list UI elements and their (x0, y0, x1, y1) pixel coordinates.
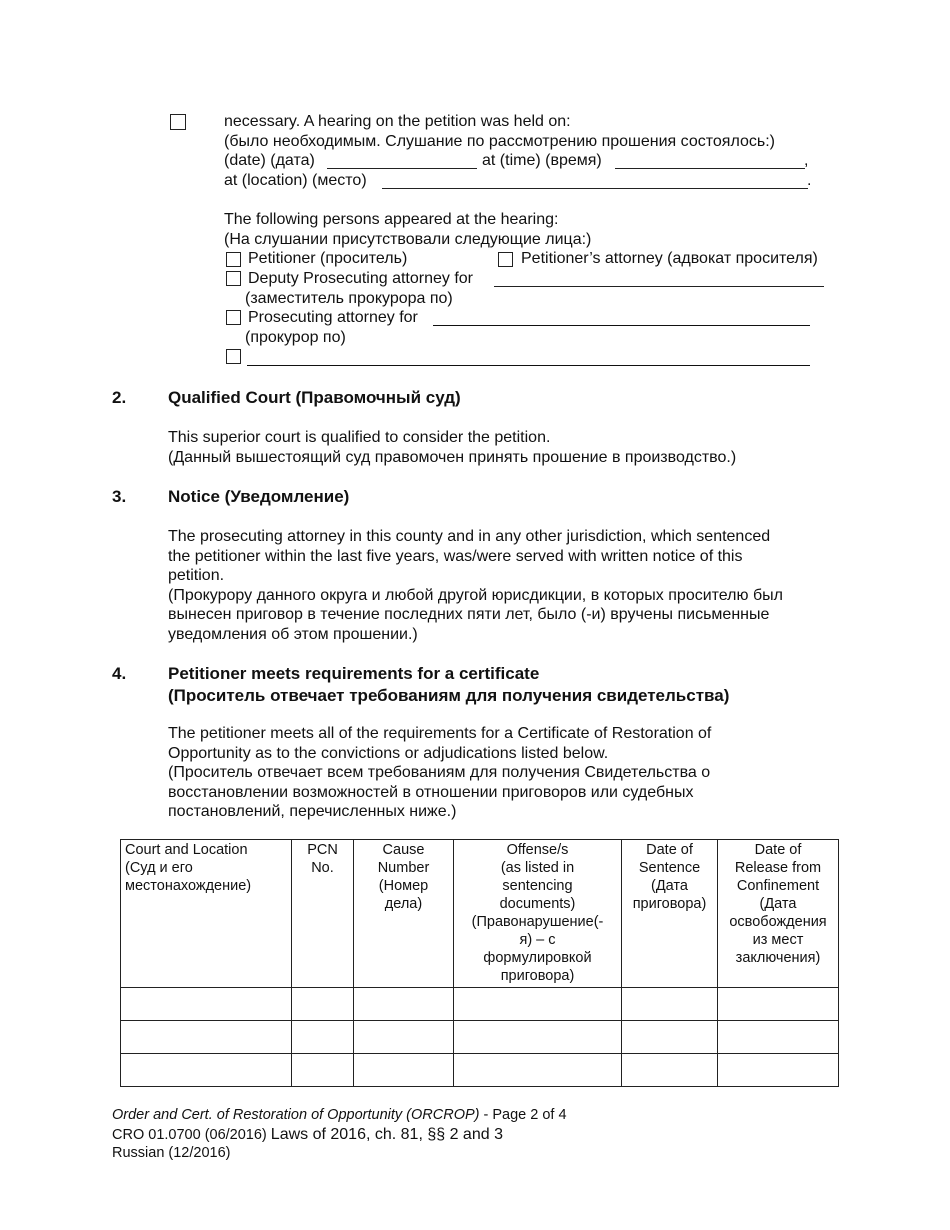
section-2-body (168, 428, 848, 467)
location-label: at (location) (место) (224, 172, 367, 189)
petitioner-attorney-label: Petitioner’s attorney (адвокат просителя) (521, 250, 818, 267)
section-3-title: Notice (Уведомление) (168, 487, 350, 506)
section-3-line: уведомления об этом прошении.) (168, 625, 418, 643)
table-cell[interactable] (622, 1054, 718, 1087)
footer-form-code: CRO 01.0700 (06/2016) (112, 1127, 271, 1143)
footer-laws: Laws of 2016, ch. 81, §§ 2 and 3 (270, 1126, 503, 1143)
table-cell[interactable] (622, 988, 718, 1021)
deputy-prosecutor-label: Deputy Prosecuting attorney for (248, 270, 474, 287)
section-2-number: 2. (112, 388, 127, 407)
hearing-line-1: necessary. A hearing on the petition was held on: (224, 113, 571, 130)
petitioner-attorney-checkbox[interactable] (498, 252, 513, 267)
hearing-held-checkbox[interactable] (170, 114, 186, 130)
deputy-prosecutor-field[interactable] (494, 286, 824, 287)
table-cell[interactable] (454, 1054, 622, 1087)
deputy-prosecutor-checkbox[interactable] (226, 271, 241, 286)
section-4-line: Opportunity as to the convictions or adjudications listed below. (168, 744, 609, 762)
table-row (121, 1054, 839, 1087)
header-court-location: Court and Location (Суд и его местонахождение) (121, 840, 292, 988)
table-cell[interactable] (354, 988, 454, 1021)
table-cell[interactable] (622, 1021, 718, 1054)
comma-punct: , (804, 152, 809, 169)
table-cell[interactable] (354, 1021, 454, 1054)
convictions-table (120, 839, 839, 1087)
prosecutor-label: Prosecuting attorney for (248, 309, 418, 326)
header-cause-number: Cause Number (Номер дела) (354, 840, 454, 988)
section-4-line: восстановлении возможностей в отношении приговоров или судебных (168, 783, 694, 801)
table-cell[interactable] (454, 1021, 622, 1054)
section-2-line: This superior court is qualified to consider the petition. (168, 429, 551, 446)
section-4-body (168, 724, 848, 822)
section-3-line: The prosecuting attorney in this county and in any other jurisdiction, which sentenced (168, 528, 771, 545)
table-cell[interactable] (354, 1054, 454, 1087)
table-header-row (121, 840, 839, 988)
petitioner-checkbox[interactable] (226, 252, 241, 267)
table-cell[interactable] (718, 1021, 839, 1054)
table-cell[interactable] (292, 988, 354, 1021)
section-2-line: (Данный вышестоящий суд правомочен принять прошение в производство.) (168, 448, 737, 466)
time-label: at (time) (время) (482, 152, 602, 169)
petitioner-label: Petitioner (проситель) (248, 250, 408, 267)
section-4-number: 4. (112, 664, 127, 683)
section-3-line: (Прокурору данного округа и любой другой юрисдикции, в которых просителю был (168, 586, 783, 604)
header-date-sentence: Date of Sentence (Дата приговора) (622, 840, 718, 988)
section-4-title: Petitioner meets requirements for a certificate (168, 664, 540, 683)
date-label: (date) (дата) (224, 152, 315, 169)
section-3-line: вынесен приговор в течение последних пяти лет, было (-и) вручены письменные (168, 606, 770, 623)
prosecutor-ru: (прокурор по) (245, 329, 346, 346)
section-4-line: (Проситель отвечает всем требованиям для получения Свидетельства о (168, 764, 711, 781)
date-field[interactable] (327, 168, 477, 169)
footer-line-2 (112, 1125, 503, 1145)
footer-page-number: - Page 2 of 4 (479, 1107, 567, 1123)
footer-form-title: Order and Cert. of Restoration of Opportunity (ORCROP) (112, 1107, 480, 1123)
section-3-line: the petitioner within the last five years, was/were served with written notice of this (168, 547, 743, 565)
footer-line-1 (112, 1106, 567, 1125)
section-3-body (168, 527, 848, 644)
table-row (121, 988, 839, 1021)
section-3-number: 3. (112, 487, 127, 506)
other-person-checkbox[interactable] (226, 349, 241, 364)
section-3-line: petition. (168, 567, 225, 584)
section-4-title-ru: (Проситель отвечает требованиям для получения свидетельства) (168, 686, 730, 705)
table-cell[interactable] (121, 988, 292, 1021)
appeared-en: The following persons appeared at the hearing: (224, 211, 559, 228)
table-cell[interactable] (454, 988, 622, 1021)
other-person-field[interactable] (247, 365, 810, 366)
time-field[interactable] (615, 168, 805, 169)
table-cell[interactable] (292, 1021, 354, 1054)
header-date-release: Date of Release from Confinement (Дата освобождения из мест заключения) (718, 840, 839, 988)
table-cell[interactable] (121, 1021, 292, 1054)
table-cell[interactable] (718, 988, 839, 1021)
prosecutor-field[interactable] (433, 325, 810, 326)
location-field[interactable] (382, 188, 808, 189)
table-cell[interactable] (121, 1054, 292, 1087)
deputy-prosecutor-ru: (заместитель прокурора по) (245, 290, 453, 307)
table-cell[interactable] (292, 1054, 354, 1087)
header-pcn: PCN No. (292, 840, 354, 988)
section-2-title: Qualified Court (Правомочный суд) (168, 388, 461, 407)
appeared-ru: (На слушании присутствовали следующие лица:) (224, 231, 592, 248)
period-punct: . (807, 172, 812, 189)
footer-language: Russian (12/2016) (112, 1145, 231, 1161)
header-offense: Offense/s (as listed in sentencing documents) (Правонарушение(- я) – с формулировкой приговора) (454, 840, 622, 988)
table-cell[interactable] (718, 1054, 839, 1087)
prosecutor-checkbox[interactable] (226, 310, 241, 325)
hearing-line-2: (было необходимым. Слушание по рассмотрению прошения состоялось:) (224, 133, 775, 150)
section-4-line: The petitioner meets all of the requirements for a Certificate of Restoration of (168, 725, 712, 742)
table-row (121, 1021, 839, 1054)
section-4-line: постановлений, перечисленных ниже.) (168, 803, 457, 820)
